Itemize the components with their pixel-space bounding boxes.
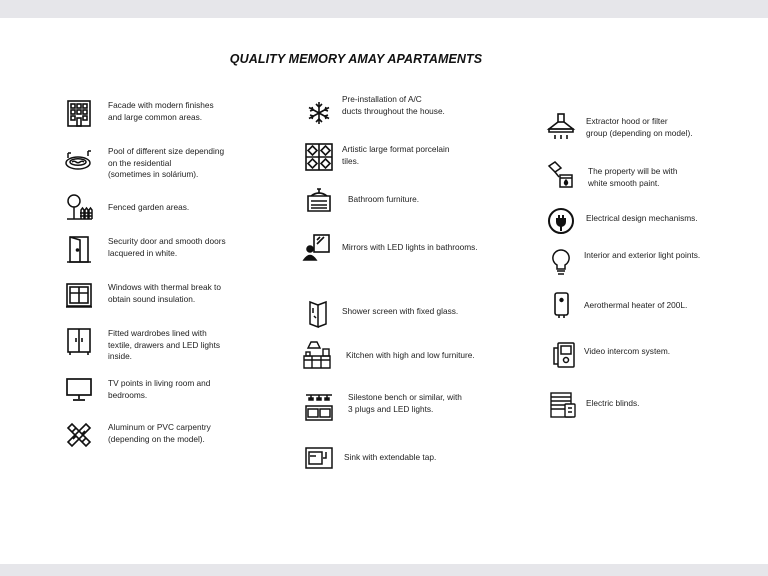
feature-text: The property will be with white smooth paint. (588, 166, 678, 188)
bathroom-furniture-icon (304, 184, 334, 214)
feature-text: Mirrors with LED lights in bathrooms. (342, 242, 478, 252)
lightbulb-icon (546, 246, 576, 276)
feature-text: Pre-installation of A/C ducts throughout the house. (342, 94, 445, 116)
kitchen-icon (302, 340, 332, 370)
feature-text: Facade with modern finishes and large common areas. (108, 100, 214, 122)
mirror-led-icon (302, 232, 332, 262)
feature-text: Electric blinds. (586, 398, 640, 408)
porcelain-tile-icon (304, 142, 334, 172)
electrical-plug-icon (546, 206, 576, 236)
feature-text: Windows with thermal break to obtain sound insulation. (108, 282, 221, 304)
tv-icon (64, 374, 94, 404)
tools-icon (64, 420, 94, 450)
water-heater-icon (546, 290, 576, 320)
pool-icon (64, 144, 94, 174)
paint-icon (546, 160, 576, 190)
feature-text: Artistic large format porcelain tiles. (342, 144, 450, 166)
feature-text: Shower screen with fixed glass. (342, 306, 459, 316)
extractor-hood-icon (546, 112, 576, 142)
feature-text: Video intercom system. (584, 346, 671, 356)
feature-text: Security door and smooth doors lacquered in white. (108, 236, 226, 258)
feature-text: Silestone bench or similar, with 3 plugs and LED lights. (348, 392, 462, 414)
feature-text: Sink with extendable tap. (344, 452, 437, 462)
feature-text: Fenced garden areas. (108, 202, 190, 212)
feature-text: Kitchen with high and low furniture. (346, 350, 475, 360)
wardrobe-icon (64, 326, 94, 356)
page-title: QUALITY MEMORY AMAY APARTAMENTS (229, 52, 483, 66)
intercom-icon (548, 340, 578, 370)
door-icon (64, 234, 94, 264)
document-sheet (0, 18, 768, 564)
countertop-lights-icon (304, 392, 334, 422)
feature-text: Fitted wardrobes lined with textile, drawers and LED lights inside. (108, 328, 221, 361)
feature-text: Electrical design mechanisms. (586, 213, 698, 223)
shower-screen-icon (304, 298, 334, 328)
snowflake-ac-icon (304, 98, 334, 128)
window-icon (64, 280, 94, 310)
feature-text: TV points in living room and bedrooms. (108, 378, 211, 400)
feature-text: Aerothermal heater of 200L. (584, 300, 688, 310)
feature-text: Extractor hood or filter group (depending on model). (586, 116, 693, 138)
feature-text: Pool of different size depending on the residential (sometimes in solárium). (108, 146, 225, 179)
feature-text: Aluminum or PVC carpentry (depending on the model). (108, 422, 211, 444)
sink-icon (304, 444, 334, 474)
feature-text: Bathroom furniture. (348, 194, 420, 204)
building-icon (64, 98, 94, 128)
feature-text: Interior and exterior light points. (584, 250, 701, 260)
garden-fence-icon (64, 192, 94, 222)
electric-blinds-icon (548, 390, 578, 420)
